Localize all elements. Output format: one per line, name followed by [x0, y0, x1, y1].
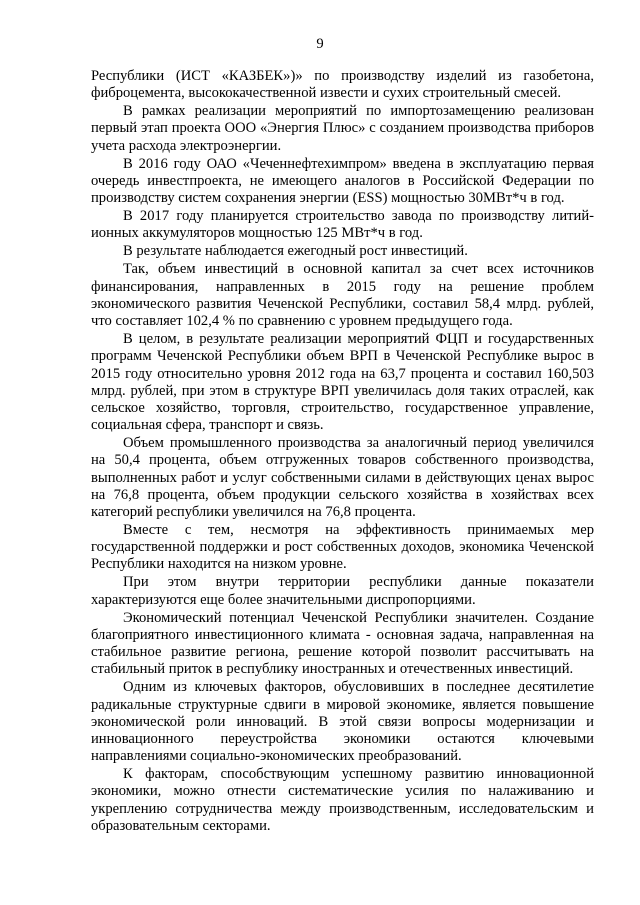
paragraph-grp-growth: В целом, в результате реализации мероприятий ФЦП и государственных программ Чеченской Республики объем ВРП в Чеченской Республике вырос в 2015 году относительно уровня 2012 года на 63,7 процента и составил 160,503 млрд. рублей, при этом в структуре ВРП увеличилась доля таких отраслей, как сельское хозяйство, торговля, строительство, государственное управление, социальная сфера, транспорт и связь. — [91, 331, 594, 434]
paragraph-innovation-role: Одним из ключевых факторов, обусловивших в последнее десятилетие радикальные структурные сдвиги в мировой экономике, является повышение экономической роли инноваций. В этой связи вопросы модернизации и инновационного переустройства экономики остаются ключевыми направлениями социально-экономических преобразований. — [91, 679, 594, 765]
paragraph-chechenneftekhimprom: В 2016 году ОАО «Чеченнефтехимпром» введена в эксплуатацию первая очередь инвестпроекта, не имеющего аналогов в Российской Федерации по производству систем сохранения энергии (ESS) мощностью 30МВт*ч в год. — [91, 155, 594, 207]
paragraph-disproportions: При этом внутри территории республики данные показатели характеризуются еще более значительными диспропорциями. — [91, 574, 594, 608]
paragraph-low-level: Вместе с тем, несмотря на эффективность принимаемых мер государственной поддержки и рост собственных доходов, экономика Чеченской Республики находится на низком уровне. — [91, 522, 594, 573]
paragraph-innovation-factors: К факторам, способствующим успешному развитию инновационной экономики, можно отнести систематические усилия по налаживанию и укреплению сотрудничества между производственным, исследовательским и образовательным секторами. — [91, 766, 594, 834]
paragraph-industrial-output: Объем промышленного производства за аналогичный период увеличился на 50,4 процента, объем отгруженных товаров собственного производства, выполненных работ и услуг собственными силами в действующих ценах вырос на 76,8 процента, объем продукции сельского хозяйства в хозяйствах всех категорий республики увеличился на 76,8 процента. — [91, 435, 594, 520]
document-body — [91, 68, 594, 836]
page-number: 9 — [316, 36, 324, 52]
paragraph-economic-potential: Экономический потенциал Чеченской Республики значителен. Создание благоприятного инвестиционного климата - основная задача, направленная на стабильное развитие региона, решение которой позволит рассчитывать на стабильный приток в республику иностранных и отечественных инвестиций. — [91, 609, 594, 678]
paragraph-investment-growth: В результате наблюдается ежегодный рост инвестиций. — [123, 243, 468, 260]
paragraph-investment-volume: Так, объем инвестиций в основной капитал за счет всех источников финансирования, направленных в 2015 году на решение проблем экономического развития Чеченской Республики, составил 58,4 млрд. рублей, что составляет 102,4 % по сравнению с уровнем предыдущего года. — [91, 261, 594, 330]
paragraph-continuation: Республики (ИСТ «КАЗБЕК»)» по производству изделий из газобетона, фиброцемента, высококачественной извести и сухих строительный смесей. — [91, 68, 594, 102]
paragraph-import-substitution: В рамках реализации мероприятий по импортозамещению реализован первый этап проекта ООО «Энергия Плюс» с созданием производства приборов учета расхода электроэнергии. — [91, 103, 594, 154]
paragraph-battery-plant: В 2017 году планируется строительство завода по производству литий-ионных аккумуляторов мощностью 125 МВт*ч в год. — [91, 208, 594, 242]
